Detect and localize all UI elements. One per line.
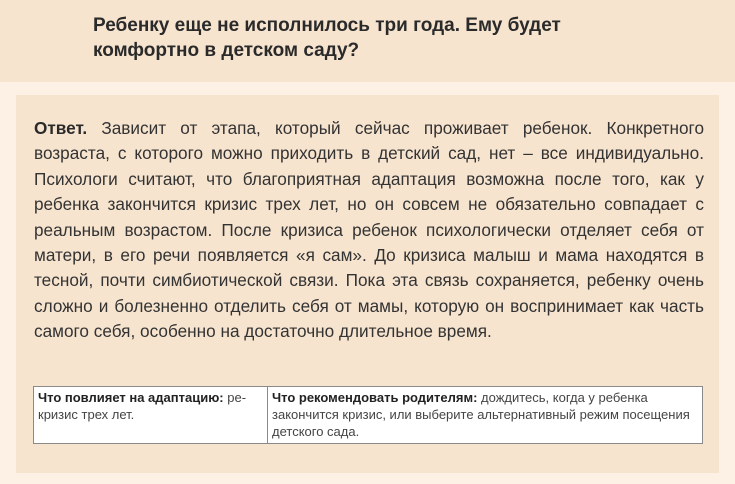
parent-recommendation-cell [268, 387, 702, 443]
adaptation-factor-heading: Что повлияет на адаптацию: [38, 390, 224, 405]
question-banner [0, 0, 735, 82]
adaptation-factor-cell [34, 387, 268, 443]
parent-recommendation-text: дождитесь, когда у ребенка закончится кризис, или выберите альтернативный режим посещения детского сада. [272, 390, 690, 439]
advice-table [33, 386, 703, 444]
answer-paragraph [34, 116, 704, 345]
question-heading [93, 13, 653, 63]
parent-recommendation-heading: Что рекомендовать родителям: [272, 390, 478, 405]
answer-body: Зависит от этапа, который сейчас проживает ребенок. Конкретного возраста, с которого можно приходить в детский сад, нет – все индивидуально. Психологи считают, что благоприятная адаптация возможна после того, как у ребенка закончится кризис трех лет, но он совсем не обязательно совпадает с реальным возрастом. После кризиса ребенок психологически отделяет себя от матери, в его речи появляется «я сам». До кризиса малыш и мама находятся в тесной, почти симбиотической связи. Пока эта связь сохраняется, ребенку очень сложно и болезненно отделить себя от мамы, которую он воспринимает как часть самого себя, особенно на достаточно длительное время. [34, 118, 704, 342]
question-line-1: Ребенку еще не исполнилось три года. Ему будет [93, 15, 561, 36]
answer-lead: Ответ. [34, 118, 88, 138]
adaptation-factor-text: рекризис трех лет. [38, 390, 247, 422]
question-line-2: комфортно в детском саду? [93, 40, 360, 61]
